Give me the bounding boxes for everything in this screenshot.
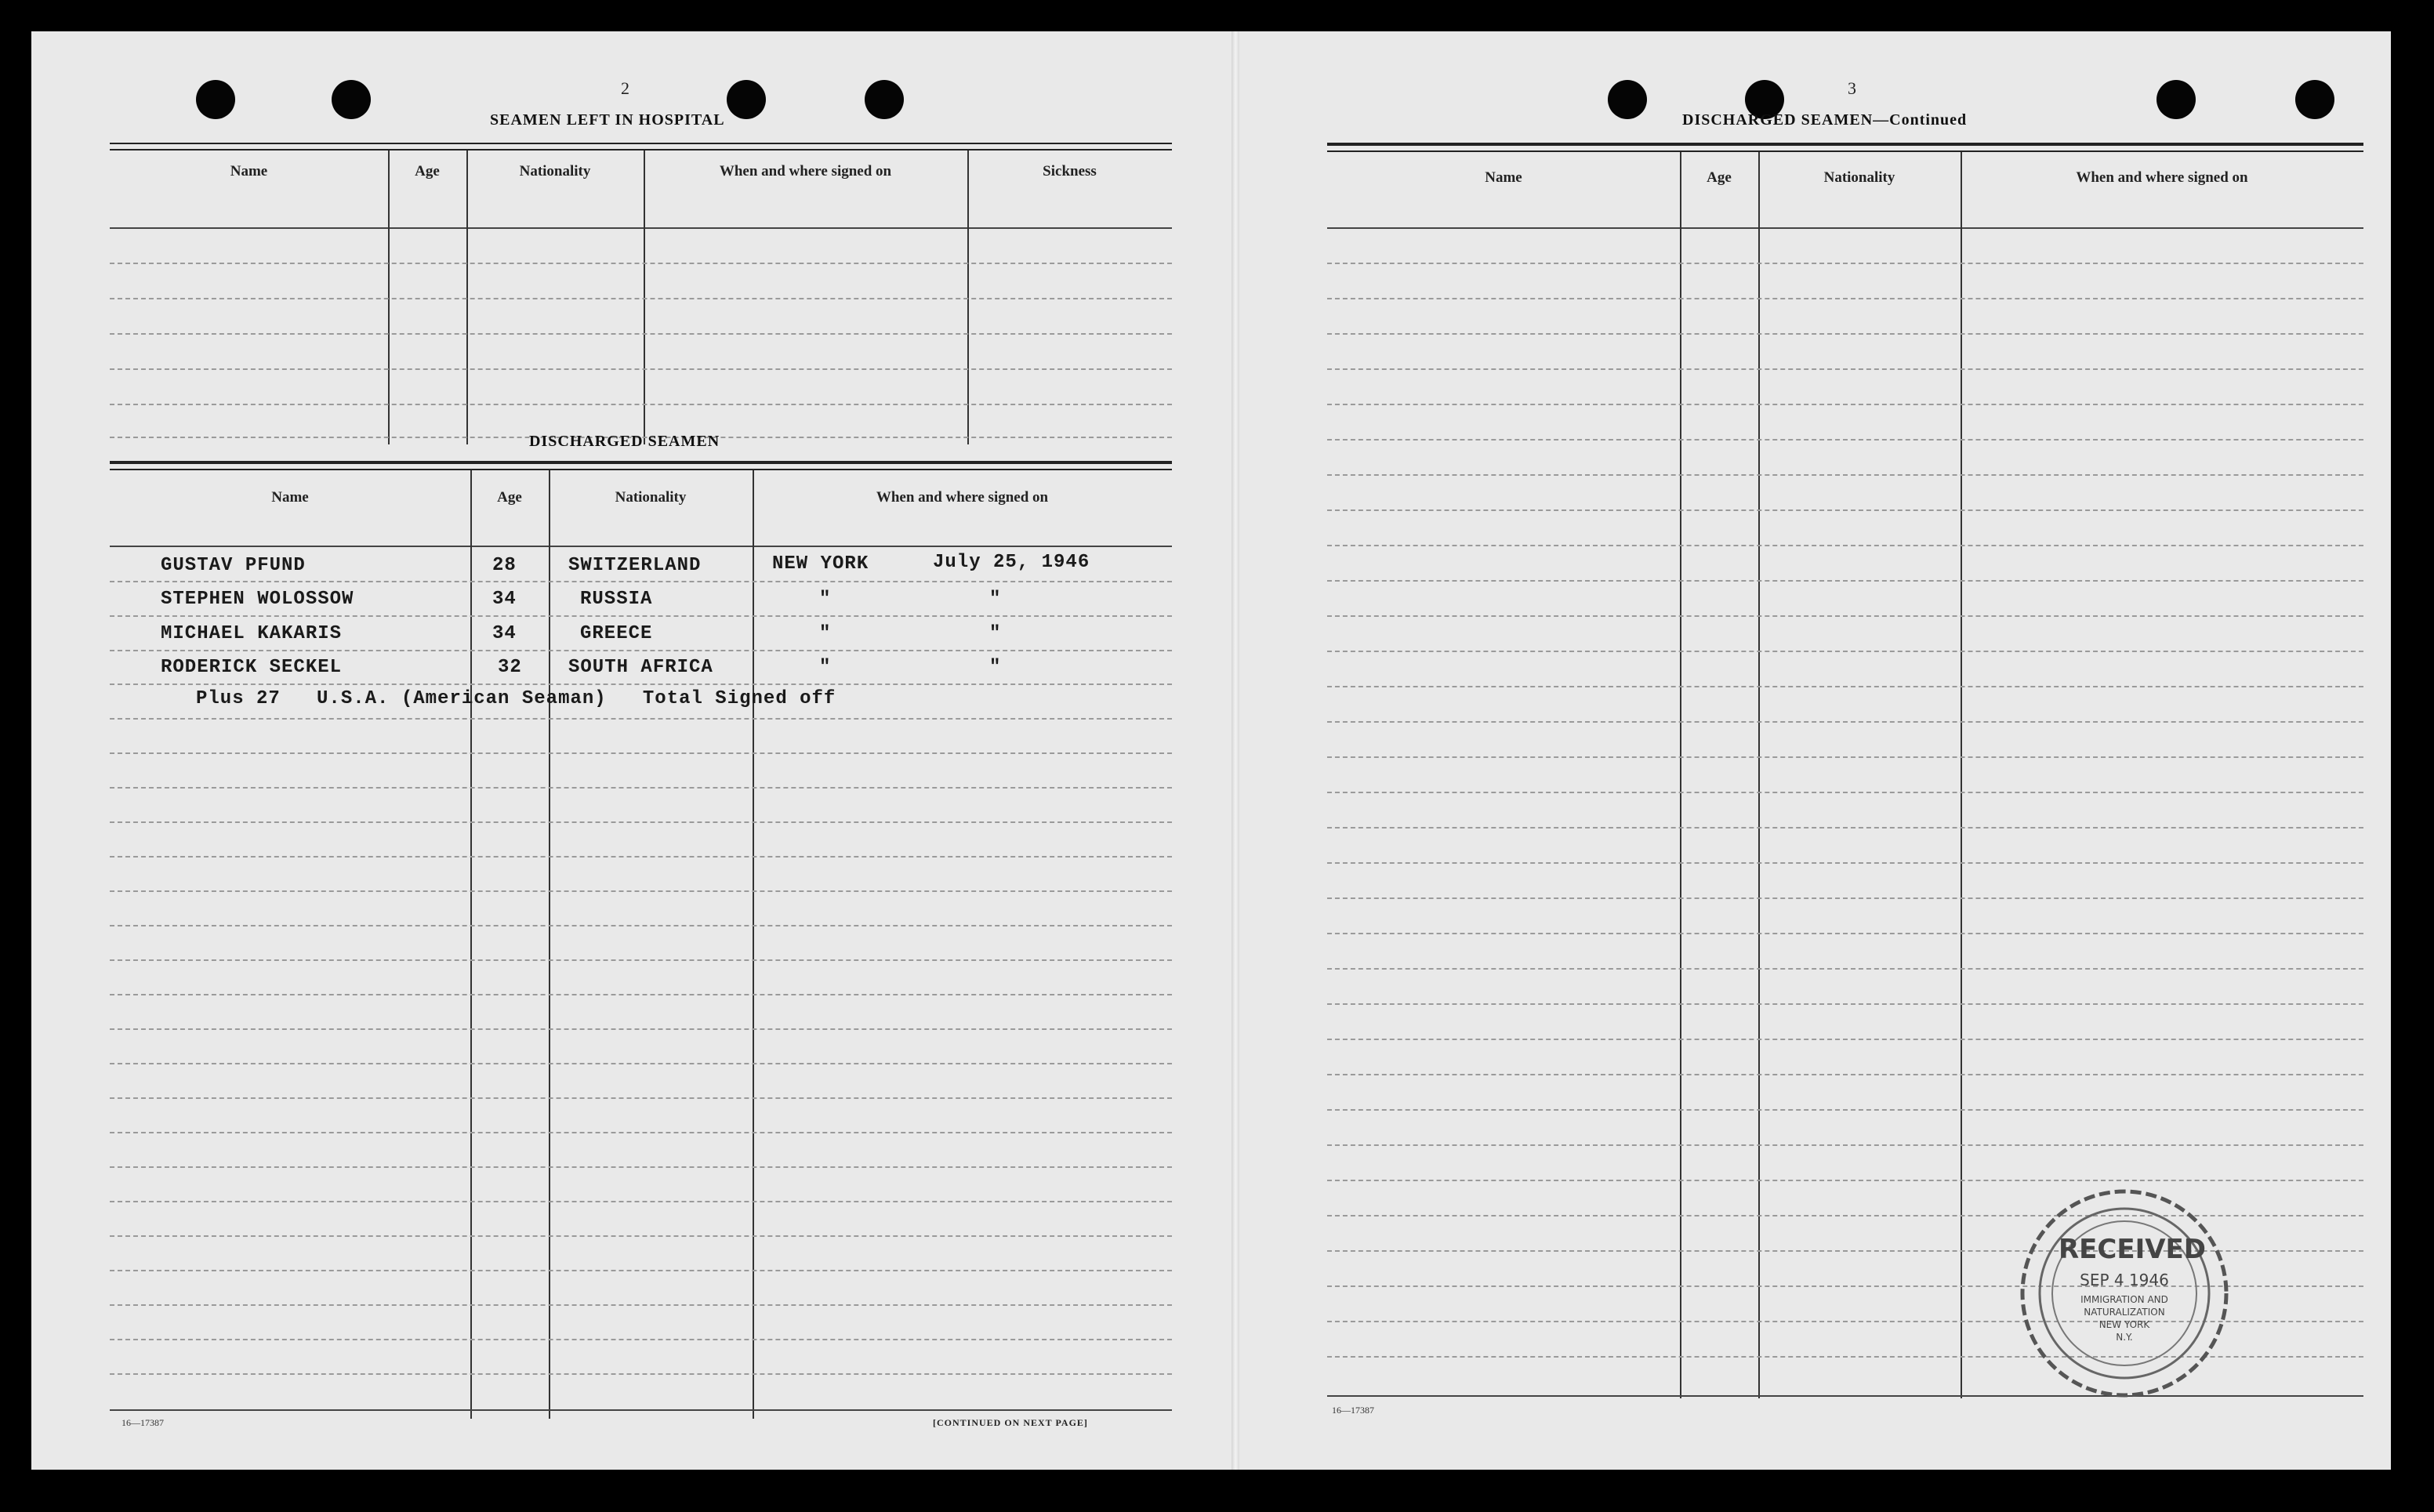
form-number: 16—17387 [1332, 1405, 1374, 1416]
discharged-continued-title: DISCHARGED SEAMEN—Continued [1682, 111, 1968, 129]
stamp-date-text: SEP 4 1946 [2080, 1271, 2169, 1289]
punch-hole [1608, 80, 1647, 119]
page-number: 3 [1848, 78, 1856, 98]
col-header-signed-on: When and where signed on [876, 489, 1049, 506]
col-header-name: Name [271, 489, 309, 506]
col-header-nationality: Nationality [1823, 169, 1895, 186]
seaman-age: 32 [498, 657, 522, 678]
col-header-age: Age [415, 163, 440, 179]
discharged-section-title: DISCHARGED SEAMEN [529, 433, 720, 450]
col-header-name: Name [1485, 169, 1522, 186]
col-header-age: Age [1707, 169, 1732, 186]
col-header-signed-on: When and where signed on [719, 163, 892, 179]
seaman-nationality: SWITZERLAND [568, 555, 702, 576]
hospital-section-title: SEAMEN LEFT IN HOSPITAL [490, 111, 725, 129]
seaman-nationality: SOUTH AFRICA [568, 657, 713, 678]
center-fold [1232, 31, 1239, 1470]
seaman-name: RODERICK SECKEL [161, 657, 343, 678]
left-page [31, 31, 1232, 1470]
punch-hole [2157, 80, 2196, 119]
seaman-signed-where: " [819, 623, 832, 644]
seaman-name: STEPHEN WOLOSSOW [161, 589, 354, 610]
seaman-age: 34 [492, 623, 517, 644]
stamp-text: NEW YORK [2098, 1319, 2150, 1330]
seaman-age: 28 [492, 555, 517, 576]
document-scan [31, 31, 2391, 1470]
seaman-signed-when: " [989, 657, 1002, 678]
received-stamp-icon [2015, 1184, 2234, 1403]
seaman-name: GUSTAV PFUND [161, 555, 306, 576]
total-signed-off-note: Plus 27 U.S.A. (American Seaman) Total Signed off [196, 688, 836, 709]
punch-hole [865, 80, 904, 119]
seaman-signed-when: July 25, 1946 [933, 552, 1090, 573]
form-number: 16—17387 [122, 1417, 164, 1428]
col-header-nationality: Nationality [519, 163, 591, 179]
punch-hole [332, 80, 371, 119]
stamp-text: IMMIGRATION AND [2080, 1294, 2168, 1305]
seaman-signed-where: " [819, 589, 832, 610]
col-header-sickness: Sickness [1043, 163, 1097, 179]
stamp-text: NATURALIZATION [2084, 1307, 2165, 1318]
stamp-received-text: RECEIVED [2059, 1234, 2206, 1265]
seaman-name: MICHAEL KAKARIS [161, 623, 343, 644]
seaman-signed-when: " [989, 589, 1002, 610]
col-header-age: Age [497, 489, 522, 506]
page-number: 2 [621, 78, 629, 98]
punch-hole [2295, 80, 2334, 119]
seaman-signed-where: " [819, 657, 832, 678]
col-header-signed-on: When and where signed on [2076, 169, 2248, 186]
continued-note: [CONTINUED ON NEXT PAGE] [933, 1417, 1088, 1428]
hospital-table [110, 143, 1172, 448]
col-header-name: Name [230, 163, 268, 179]
discharged-table [110, 461, 1172, 1421]
seaman-signed-where: NEW YORK [772, 553, 869, 575]
punch-hole [196, 80, 235, 119]
stamp-text: N.Y. [2116, 1332, 2133, 1343]
seaman-age: 34 [492, 589, 517, 610]
col-header-nationality: Nationality [615, 489, 687, 506]
seaman-nationality: RUSSIA [580, 589, 653, 610]
seaman-nationality: GREECE [580, 623, 653, 644]
seaman-signed-when: " [989, 623, 1002, 644]
punch-hole [727, 80, 766, 119]
